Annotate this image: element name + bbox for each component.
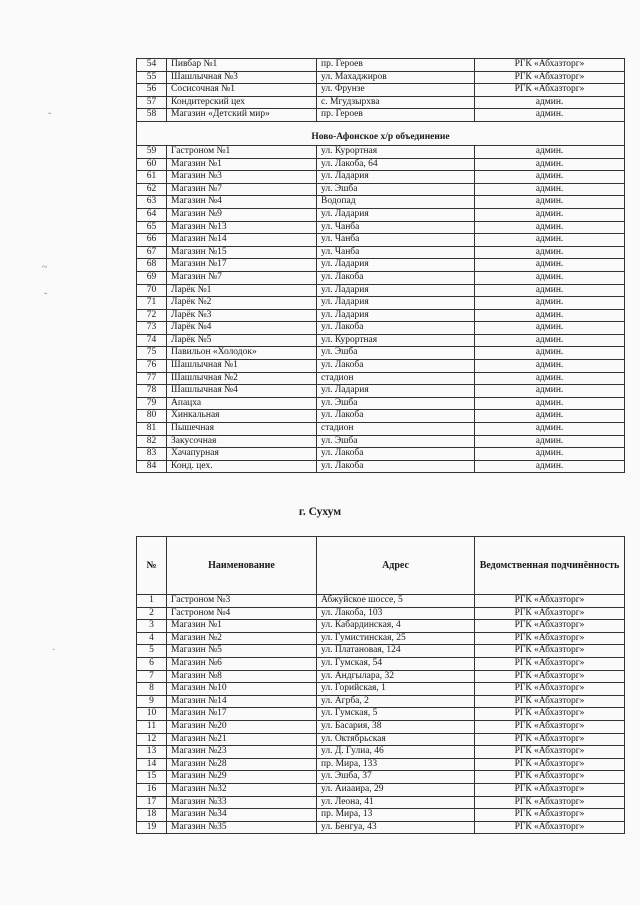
row-address: ул. Кабардинская, 4 bbox=[317, 620, 475, 633]
city-heading: г. Сухум bbox=[298, 506, 342, 518]
row-number: 82 bbox=[137, 435, 167, 448]
row-address: ул. Ладария bbox=[317, 171, 475, 184]
row-name: Магазин №13 bbox=[167, 221, 317, 234]
table-row bbox=[137, 670, 625, 683]
row-name: Магазин №2 bbox=[167, 632, 317, 645]
row-address: ул. Ладария bbox=[317, 309, 475, 322]
row-address: ул. Ладария bbox=[317, 259, 475, 272]
row-subordination: админ. bbox=[475, 372, 625, 385]
row-name: Магазин №4 bbox=[167, 196, 317, 209]
table-row bbox=[137, 720, 625, 733]
table-row bbox=[137, 234, 625, 247]
top-table bbox=[136, 58, 625, 473]
row-number: 65 bbox=[137, 221, 167, 234]
row-address: ул. Гумская, 5 bbox=[317, 708, 475, 721]
row-name: Кондитерский цех bbox=[167, 96, 317, 109]
table-row bbox=[137, 145, 625, 158]
row-name: Магазин №7 bbox=[167, 183, 317, 196]
row-number: 83 bbox=[137, 448, 167, 461]
table-row bbox=[137, 645, 625, 658]
row-address: пр. Мира, 133 bbox=[317, 758, 475, 771]
row-subordination: админ. bbox=[475, 385, 625, 398]
table-row bbox=[137, 632, 625, 645]
row-address: ул. Леона, 41 bbox=[317, 796, 475, 809]
row-name: Шашлычная №2 bbox=[167, 372, 317, 385]
row-number: 74 bbox=[137, 334, 167, 347]
header-address: Адрес bbox=[317, 537, 475, 595]
row-number: 66 bbox=[137, 234, 167, 247]
row-address: ул. Горийская, 1 bbox=[317, 683, 475, 696]
table-row bbox=[137, 297, 625, 310]
table-row bbox=[137, 758, 625, 771]
row-number: 2 bbox=[137, 607, 167, 620]
row-number: 70 bbox=[137, 284, 167, 297]
table-row bbox=[137, 322, 625, 335]
row-address: ул. Чанба bbox=[317, 221, 475, 234]
row-name: Закусочная bbox=[167, 435, 317, 448]
row-subordination: РГК «Абхазторг» bbox=[475, 720, 625, 733]
row-address: ул. Эшба bbox=[317, 435, 475, 448]
row-subordination: админ. bbox=[475, 360, 625, 373]
table-row bbox=[137, 284, 625, 297]
row-address: пр. Героев bbox=[317, 59, 475, 72]
row-number: 75 bbox=[137, 347, 167, 360]
row-address: ул. Лакоба bbox=[317, 360, 475, 373]
row-subordination: админ. bbox=[475, 145, 625, 158]
header-subordination: Ведомственная подчинённость bbox=[475, 537, 625, 595]
table-row bbox=[137, 84, 625, 97]
table-row bbox=[137, 460, 625, 473]
table-row bbox=[137, 423, 625, 436]
row-address: ул. Ладария bbox=[317, 284, 475, 297]
row-number: 81 bbox=[137, 423, 167, 436]
row-subordination: админ. bbox=[475, 96, 625, 109]
row-subordination: РГК «Абхазторг» bbox=[475, 771, 625, 784]
row-name: Магазин №7 bbox=[167, 271, 317, 284]
row-subordination: админ. bbox=[475, 460, 625, 473]
row-address: ул. Бенгуа, 43 bbox=[317, 821, 475, 834]
row-subordination: РГК «Абхазторг» bbox=[475, 670, 625, 683]
row-address: ул. Курортная bbox=[317, 334, 475, 347]
row-subordination: админ. bbox=[475, 196, 625, 209]
row-name: Магазин №32 bbox=[167, 783, 317, 796]
row-name: Гастроном №1 bbox=[167, 145, 317, 158]
row-number: 1 bbox=[137, 595, 167, 608]
row-subordination: РГК «Абхазторг» bbox=[475, 645, 625, 658]
row-subordination: РГК «Абхазторг» bbox=[475, 746, 625, 759]
table-row bbox=[137, 695, 625, 708]
row-name: Магазин №14 bbox=[167, 695, 317, 708]
table-row bbox=[137, 657, 625, 670]
row-number: 84 bbox=[137, 460, 167, 473]
table-row bbox=[137, 59, 625, 72]
row-number: 14 bbox=[137, 758, 167, 771]
row-name: Магазин №14 bbox=[167, 234, 317, 247]
row-address: ул. Лакоба bbox=[317, 460, 475, 473]
row-address: ул. Лакоба bbox=[317, 410, 475, 423]
row-number: 5 bbox=[137, 645, 167, 658]
row-name: Магазин №15 bbox=[167, 246, 317, 259]
row-address: пр. Мира, 13 bbox=[317, 809, 475, 822]
row-name: Конд. цех. bbox=[167, 460, 317, 473]
row-number: 56 bbox=[137, 84, 167, 97]
table-row bbox=[137, 620, 625, 633]
row-name: Гастроном №4 bbox=[167, 607, 317, 620]
row-name: Пышечная bbox=[167, 423, 317, 436]
row-address: ул. Ладария bbox=[317, 208, 475, 221]
row-number: 73 bbox=[137, 322, 167, 335]
table-row bbox=[137, 607, 625, 620]
row-subordination: РГК «Абхазторг» bbox=[475, 59, 625, 72]
row-number: 71 bbox=[137, 297, 167, 310]
row-subordination: админ. bbox=[475, 246, 625, 259]
table-row bbox=[137, 109, 625, 122]
row-name: Магазин №29 bbox=[167, 771, 317, 784]
row-name: Павильон «Холодок» bbox=[167, 347, 317, 360]
row-subordination: админ. bbox=[475, 208, 625, 221]
table-row bbox=[137, 372, 625, 385]
row-subordination: админ. bbox=[475, 271, 625, 284]
row-subordination: админ. bbox=[475, 297, 625, 310]
row-address: ул. Лакоба bbox=[317, 271, 475, 284]
row-name: Магазин №28 bbox=[167, 758, 317, 771]
header-name: Наименование bbox=[167, 537, 317, 595]
row-address: ул. Платановая, 124 bbox=[317, 645, 475, 658]
row-subordination: РГК «Абхазторг» bbox=[475, 607, 625, 620]
scan-mark: ~ bbox=[42, 262, 48, 273]
row-subordination: РГК «Абхазторг» bbox=[475, 71, 625, 84]
table-row bbox=[137, 595, 625, 608]
row-number: 62 bbox=[137, 183, 167, 196]
row-name: Шашлычная №1 bbox=[167, 360, 317, 373]
row-address: ул. Октябрьская bbox=[317, 733, 475, 746]
row-address: ул. Эшба, 37 bbox=[317, 771, 475, 784]
row-name: Магазин №35 bbox=[167, 821, 317, 834]
row-address: ул. Эшба bbox=[317, 183, 475, 196]
row-subordination: РГК «Абхазторг» bbox=[475, 657, 625, 670]
row-address: ул. Агрба, 2 bbox=[317, 695, 475, 708]
row-number: 13 bbox=[137, 746, 167, 759]
row-name: Магазин №21 bbox=[167, 733, 317, 746]
header-row bbox=[137, 537, 625, 595]
row-address: пр. Героев bbox=[317, 109, 475, 122]
row-number: 15 bbox=[137, 771, 167, 784]
row-name: Ларёк №2 bbox=[167, 297, 317, 310]
row-number: 55 bbox=[137, 71, 167, 84]
row-name: Ларёк №4 bbox=[167, 322, 317, 335]
scan-mark: ˇ bbox=[48, 112, 52, 123]
table-row bbox=[137, 397, 625, 410]
row-number: 16 bbox=[137, 783, 167, 796]
row-subordination: админ. bbox=[475, 183, 625, 196]
table-row bbox=[137, 683, 625, 696]
row-subordination: админ. bbox=[475, 171, 625, 184]
row-subordination: админ. bbox=[475, 259, 625, 272]
row-address: Абжуйское шоссе, 5 bbox=[317, 595, 475, 608]
row-subordination: админ. bbox=[475, 158, 625, 171]
row-name: Ларёк №3 bbox=[167, 309, 317, 322]
row-subordination: РГК «Абхазторг» bbox=[475, 733, 625, 746]
scan-mark: · bbox=[52, 645, 56, 656]
row-name: Апацха bbox=[167, 397, 317, 410]
row-number: 72 bbox=[137, 309, 167, 322]
row-name: Магазин №17 bbox=[167, 259, 317, 272]
row-subordination: РГК «Абхазторг» bbox=[475, 708, 625, 721]
row-subordination: РГК «Абхазторг» bbox=[475, 84, 625, 97]
row-number: 68 bbox=[137, 259, 167, 272]
row-number: 79 bbox=[137, 397, 167, 410]
row-address: стадион bbox=[317, 372, 475, 385]
row-name: Ларёк №5 bbox=[167, 334, 317, 347]
row-number: 6 bbox=[137, 657, 167, 670]
row-address: ул. Эшба bbox=[317, 347, 475, 360]
row-address: ул. Эшба bbox=[317, 397, 475, 410]
row-subordination: админ. bbox=[475, 284, 625, 297]
table-row bbox=[137, 196, 625, 209]
row-address: ул. Басария, 38 bbox=[317, 720, 475, 733]
table-row bbox=[137, 796, 625, 809]
table-row bbox=[137, 435, 625, 448]
row-name: Магазин №1 bbox=[167, 620, 317, 633]
row-name: Магазин «Детский мир» bbox=[167, 109, 317, 122]
table-row bbox=[137, 158, 625, 171]
row-subordination: админ. bbox=[475, 221, 625, 234]
table-row bbox=[137, 259, 625, 272]
table-row bbox=[137, 246, 625, 259]
row-subordination: РГК «Абхазторг» bbox=[475, 783, 625, 796]
table-row bbox=[137, 334, 625, 347]
table-row bbox=[137, 183, 625, 196]
row-subordination: админ. bbox=[475, 334, 625, 347]
row-number: 61 bbox=[137, 171, 167, 184]
header-no: № bbox=[137, 537, 167, 595]
row-number: 58 bbox=[137, 109, 167, 122]
table-row bbox=[137, 96, 625, 109]
row-number: 63 bbox=[137, 196, 167, 209]
row-name: Магазин №8 bbox=[167, 670, 317, 683]
row-name: Магазин №17 bbox=[167, 708, 317, 721]
row-address: ул. Гумистинская, 25 bbox=[317, 632, 475, 645]
row-address: ул. Андгылара, 32 bbox=[317, 670, 475, 683]
row-name: Магазин №9 bbox=[167, 208, 317, 221]
bottom-table bbox=[136, 536, 625, 834]
row-name: Магазин №34 bbox=[167, 809, 317, 822]
row-address: ул. Курортная bbox=[317, 145, 475, 158]
row-number: 76 bbox=[137, 360, 167, 373]
row-subordination: РГК «Абхазторг» bbox=[475, 796, 625, 809]
row-subordination: админ. bbox=[475, 397, 625, 410]
table-row bbox=[137, 448, 625, 461]
row-number: 8 bbox=[137, 683, 167, 696]
row-address: Водопад bbox=[317, 196, 475, 209]
row-subordination: админ. bbox=[475, 435, 625, 448]
row-name: Хачапурная bbox=[167, 448, 317, 461]
row-subordination: РГК «Абхазторг» bbox=[475, 809, 625, 822]
table-row bbox=[137, 771, 625, 784]
row-name: Магазин №20 bbox=[167, 720, 317, 733]
group-heading: Ново-Афонское х/р объединение bbox=[137, 121, 625, 145]
row-address: ул. Д. Гулиа, 46 bbox=[317, 746, 475, 759]
row-subordination: админ. bbox=[475, 234, 625, 247]
row-address: ул. Лакоба, 103 bbox=[317, 607, 475, 620]
row-number: 80 bbox=[137, 410, 167, 423]
table-row bbox=[137, 746, 625, 759]
table-row bbox=[137, 347, 625, 360]
row-name: Магазин №5 bbox=[167, 645, 317, 658]
row-number: 7 bbox=[137, 670, 167, 683]
row-address: ул. Гумская, 54 bbox=[317, 657, 475, 670]
row-name: Хинкальная bbox=[167, 410, 317, 423]
row-address: ул. Лакоба bbox=[317, 448, 475, 461]
row-address: ул. Чанба bbox=[317, 246, 475, 259]
table-row bbox=[137, 733, 625, 746]
row-name: Магазин №1 bbox=[167, 158, 317, 171]
row-subordination: РГК «Абхазторг» bbox=[475, 758, 625, 771]
row-number: 12 bbox=[137, 733, 167, 746]
table-row bbox=[137, 171, 625, 184]
row-name: Магазин №6 bbox=[167, 657, 317, 670]
row-address: ул. Аиааира, 29 bbox=[317, 783, 475, 796]
table-row bbox=[137, 809, 625, 822]
row-subordination: админ. bbox=[475, 423, 625, 436]
table-row bbox=[137, 271, 625, 284]
table-row bbox=[137, 708, 625, 721]
table-row bbox=[137, 309, 625, 322]
row-number: 18 bbox=[137, 809, 167, 822]
row-number: 64 bbox=[137, 208, 167, 221]
row-address: стадион bbox=[317, 423, 475, 436]
table-row bbox=[137, 385, 625, 398]
table-row bbox=[137, 410, 625, 423]
scan-mark: ˘ bbox=[44, 292, 48, 303]
row-name: Магазин №33 bbox=[167, 796, 317, 809]
table-row bbox=[137, 221, 625, 234]
row-number: 10 bbox=[137, 708, 167, 721]
row-number: 4 bbox=[137, 632, 167, 645]
row-name: Шашлычная №3 bbox=[167, 71, 317, 84]
row-subordination: РГК «Абхазторг» bbox=[475, 595, 625, 608]
row-subordination: РГК «Абхазторг» bbox=[475, 821, 625, 834]
table-row bbox=[137, 71, 625, 84]
row-number: 17 bbox=[137, 796, 167, 809]
group-heading-row bbox=[137, 121, 625, 145]
row-number: 67 bbox=[137, 246, 167, 259]
row-address: ул. Ладария bbox=[317, 297, 475, 310]
row-name: Сосисочная №1 bbox=[167, 84, 317, 97]
row-subordination: РГК «Абхазторг» bbox=[475, 683, 625, 696]
row-address: ул. Фрунзе bbox=[317, 84, 475, 97]
row-number: 54 bbox=[137, 59, 167, 72]
row-name: Пивбар №1 bbox=[167, 59, 317, 72]
row-subordination: РГК «Абхазторг» bbox=[475, 620, 625, 633]
row-name: Магазин №23 bbox=[167, 746, 317, 759]
table-row bbox=[137, 783, 625, 796]
row-address: с. Мгудзырхва bbox=[317, 96, 475, 109]
table-row bbox=[137, 821, 625, 834]
row-subordination: админ. bbox=[475, 347, 625, 360]
row-number: 11 bbox=[137, 720, 167, 733]
row-number: 59 bbox=[137, 145, 167, 158]
row-name: Ларёк №1 bbox=[167, 284, 317, 297]
row-subordination: РГК «Абхазторг» bbox=[475, 695, 625, 708]
row-number: 57 bbox=[137, 96, 167, 109]
row-address: ул. Ладария bbox=[317, 385, 475, 398]
table-row bbox=[137, 208, 625, 221]
row-address: ул. Лакоба, 64 bbox=[317, 158, 475, 171]
row-number: 3 bbox=[137, 620, 167, 633]
row-name: Шашлычная №4 bbox=[167, 385, 317, 398]
row-number: 60 bbox=[137, 158, 167, 171]
row-subordination: админ. bbox=[475, 410, 625, 423]
row-number: 77 bbox=[137, 372, 167, 385]
row-name: Магазин №10 bbox=[167, 683, 317, 696]
row-subordination: админ. bbox=[475, 109, 625, 122]
row-subordination: админ. bbox=[475, 322, 625, 335]
row-address: ул. Лакоба bbox=[317, 322, 475, 335]
row-address: ул. Махаджиров bbox=[317, 71, 475, 84]
row-number: 19 bbox=[137, 821, 167, 834]
row-address: ул. Чанба bbox=[317, 234, 475, 247]
row-number: 9 bbox=[137, 695, 167, 708]
row-number: 69 bbox=[137, 271, 167, 284]
row-name: Гастроном №3 bbox=[167, 595, 317, 608]
row-number: 78 bbox=[137, 385, 167, 398]
row-subordination: РГК «Абхазторг» bbox=[475, 632, 625, 645]
table-row bbox=[137, 360, 625, 373]
row-name: Магазин №3 bbox=[167, 171, 317, 184]
row-subordination: админ. bbox=[475, 309, 625, 322]
row-subordination: админ. bbox=[475, 448, 625, 461]
